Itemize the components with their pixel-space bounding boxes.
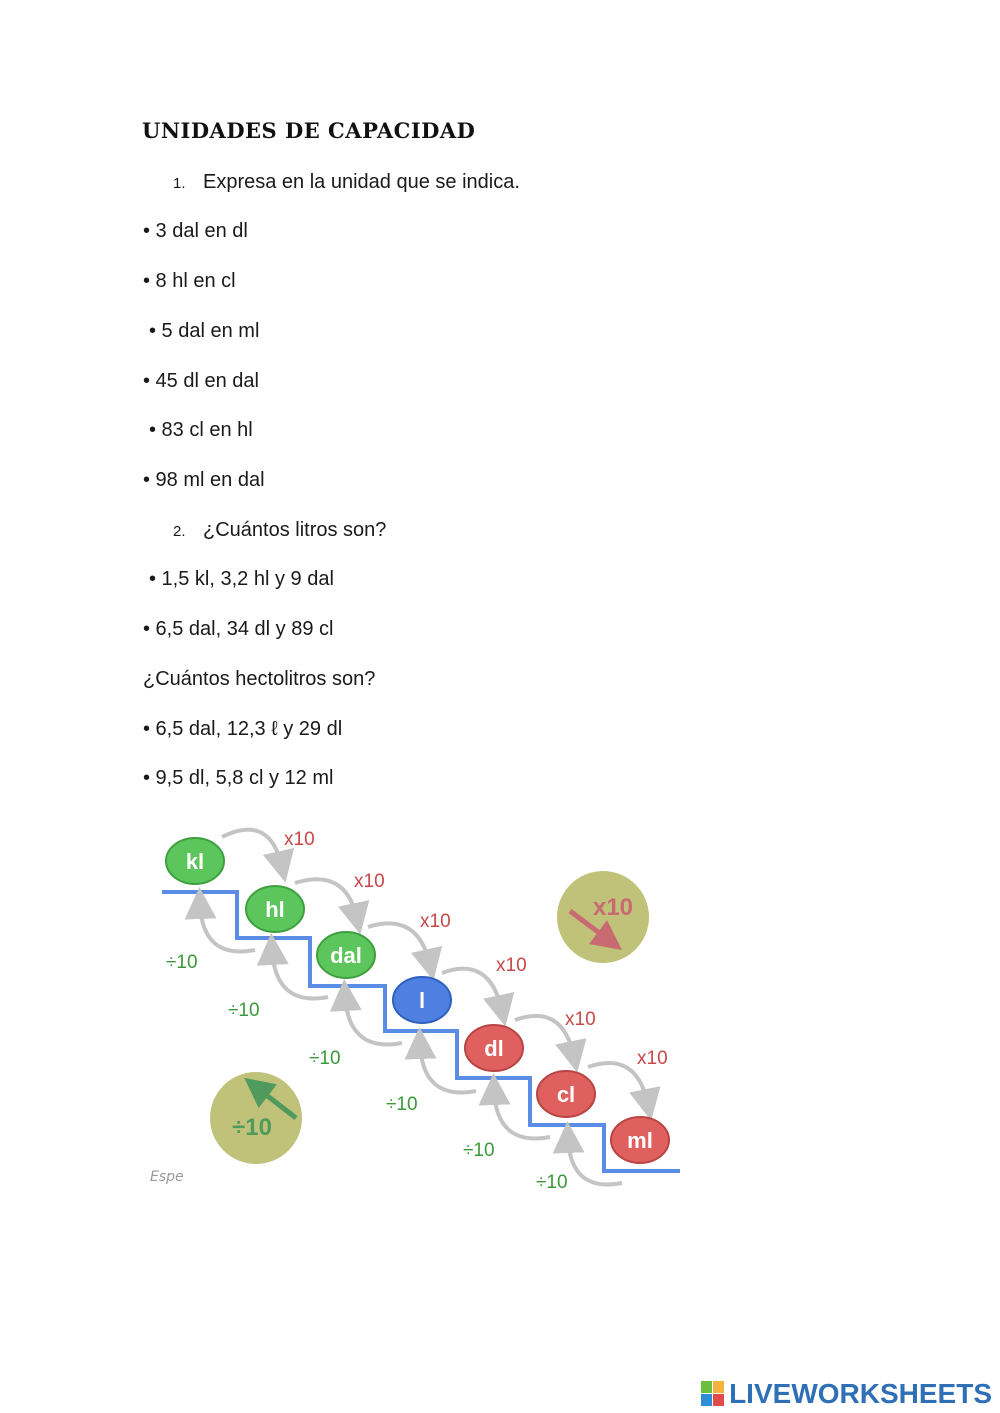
brand-logo	[701, 1378, 992, 1410]
list-item: • 3 dal en dl	[143, 220, 248, 242]
unit-kl	[166, 838, 224, 884]
unit-label: dal	[330, 943, 362, 968]
unit-cl	[537, 1071, 595, 1117]
unit-dal	[317, 932, 375, 978]
exercise-1-number: 1.	[173, 175, 186, 192]
list-item: • 98 ml en dal	[143, 469, 265, 491]
multiply-badge	[557, 871, 649, 963]
multiply-label: x10	[420, 911, 451, 932]
multiply-label: x10	[496, 955, 527, 976]
unit-l	[393, 977, 451, 1023]
divide-label: ÷10	[463, 1140, 495, 1161]
divide-badge	[210, 1072, 302, 1164]
unit-label: kl	[185, 849, 205, 874]
multiply-label: x10	[354, 871, 385, 892]
divide-label: ÷10	[536, 1172, 568, 1193]
page-title: UNIDADES DE CAPACIDAD	[142, 118, 476, 143]
question-3: ¿Cuántos hectolitros son?	[143, 668, 376, 690]
multiply-arrows	[222, 830, 648, 1105]
divide-label: ÷10	[166, 952, 198, 973]
divide-label: ÷10	[386, 1094, 418, 1115]
badge-divide-text: ÷10	[232, 1114, 272, 1141]
unit-label: dl	[484, 1036, 504, 1061]
multiply-label: x10	[284, 829, 315, 850]
unit-label: cl	[556, 1082, 576, 1107]
badge-multiply-text: x10	[592, 894, 634, 921]
capacity-units-stair-diagram	[140, 815, 700, 1200]
exercise-2-number: 2.	[173, 523, 186, 540]
list-item: • 6,5 dal, 34 dl y 89 cl	[143, 618, 334, 640]
exercise-1-text: Expresa en la unidad que se indica.	[203, 171, 520, 193]
multiply-label: x10	[565, 1009, 596, 1030]
multiply-label: x10	[637, 1048, 668, 1069]
unit-label: hl	[265, 897, 285, 922]
list-item: • 83 cl en hl	[149, 419, 253, 441]
divide-label: ÷10	[228, 1000, 260, 1021]
signature: Espe	[150, 1169, 184, 1185]
exercise-2	[173, 519, 386, 542]
unit-label: ml	[627, 1128, 653, 1153]
list-item: • 45 dl en dal	[143, 370, 259, 392]
list-item: • 9,5 dl, 5,8 cl y 12 ml	[143, 767, 334, 789]
list-item: • 5 dal en ml	[149, 320, 260, 342]
list-item: • 6,5 dal, 12,3 ℓ y 29 dl	[143, 718, 343, 740]
divide-label: ÷10	[309, 1048, 341, 1069]
stair-diagram-svg	[140, 815, 700, 1200]
exercise-1	[173, 171, 520, 194]
brand-name: LIVEWORKSHEETS	[729, 1378, 992, 1409]
list-item: • 8 hl en cl	[143, 270, 236, 292]
unit-label: l	[418, 988, 426, 1013]
unit-hl	[246, 886, 304, 932]
list-item: • 1,5 kl, 3,2 hl y 9 dal	[149, 568, 334, 590]
liveworksheets-logo-icon	[701, 1381, 725, 1407]
unit-dl	[465, 1025, 523, 1071]
exercise-2-text: ¿Cuántos litros son?	[203, 519, 387, 541]
unit-ml	[611, 1117, 669, 1163]
